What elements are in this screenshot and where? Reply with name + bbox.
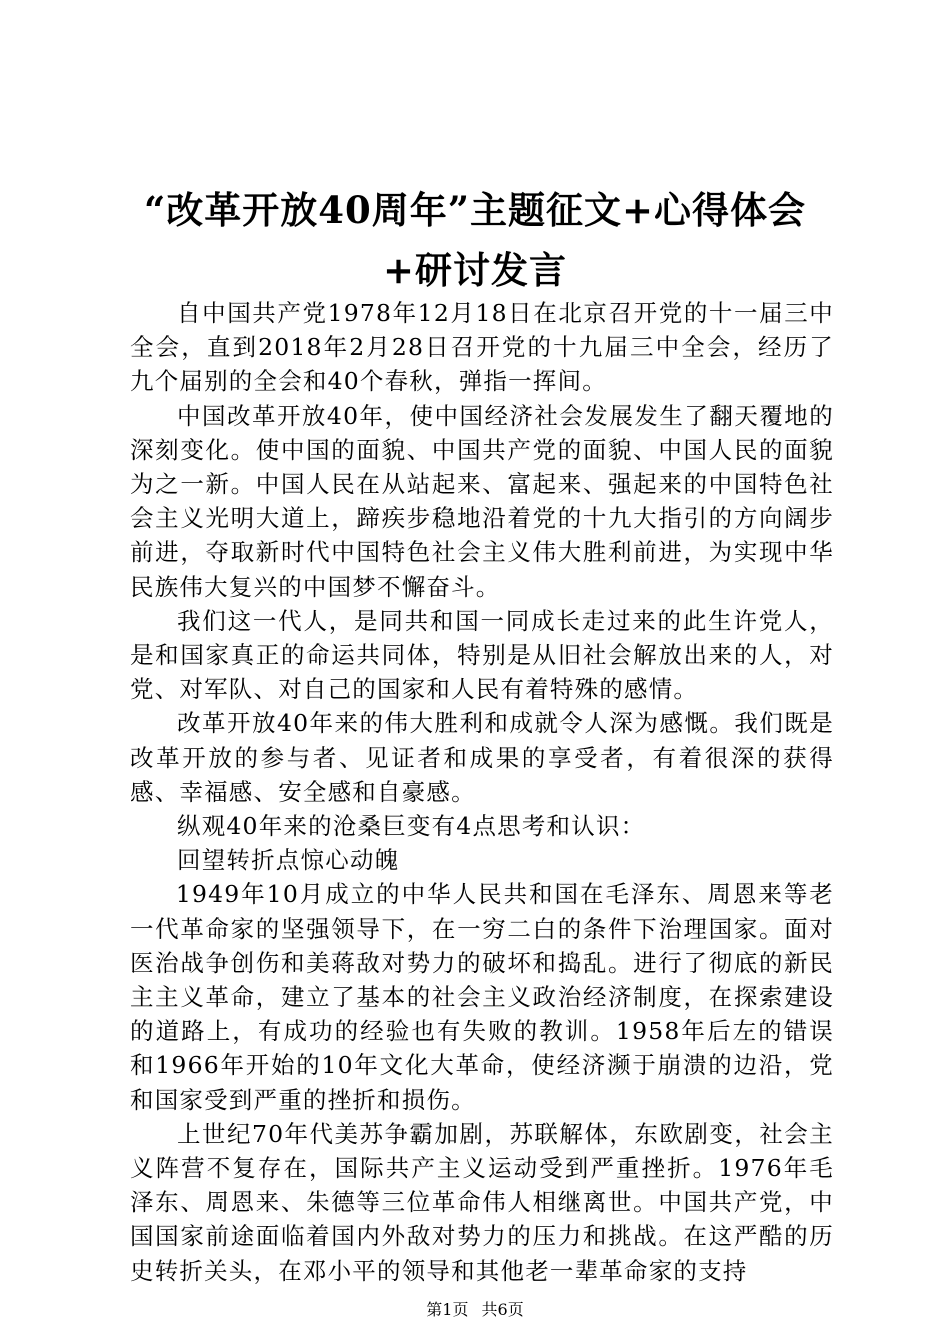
document-title: “改革开放40周年”主题征文+心得体会+研讨发言 — [143, 188, 807, 292]
paragraph: 纵观40年来的沧桑巨变有4点思考和认识： — [177, 812, 646, 841]
paragraph: 上世纪70年代美苏争霸加剧，苏联解体，东欧剧变，社会主义阵营不复存在，国际共产主义运动受到严重挫折。1976年毛泽东、周恩来、朱德等三位革命伟人相继离世。中国共产党，中国国家前途面临着国内外敌对势力的压力和挑战。在这严酷的历史转折关头，在邓小平的领导和其他老一辈革命家的支持 — [130, 1119, 834, 1285]
page-total: 共6页 — [481, 1300, 524, 1319]
paragraph: 1949年10月成立的中华人民共和国在毛泽东、周恩来等老一代革命家的坚强领导下，在一穷二白的条件下治理国家。面对医治战争创伤和美蒋敌对势力的破坏和捣乱。进行了彻底的新民主主义革命，建立了基本的社会主义政治经济制度，在探索建设的道路上，有成功的经验也有失败的教训。1958年后左的错误和1966年开始的10年文化大革命，使经济濒于崩溃的边沿，党和国家受到严重的挫折和损伤。 — [130, 880, 834, 1114]
paragraph: 自中国共产党1978年12月18日在北京召开党的十一届三中全会，直到2018年2月28日召开党的十九届三中全会，经历了九个届别的全会和40个春秋，弹指一挥间。 — [130, 299, 834, 396]
section-heading: 回望转折点惊心动魄 — [177, 846, 400, 875]
paragraph: 改革开放40年来的伟大胜利和成就令人深为感慨。我们既是改革开放的参与者、见证者和成果的享受者，有着很深的获得感、幸福感、安全感和自豪感。 — [130, 709, 834, 806]
document-body — [130, 296, 834, 1288]
paragraph: 我们这一代人，是同共和国一同成长走过来的此生许党人，是和国家真正的命运共同体，特别是从旧社会解放出来的人，对党、对军队、对自己的国家和人民有着特殊的感情。 — [130, 606, 834, 704]
page-number: 第1页 — [426, 1300, 469, 1319]
page-footer — [0, 1300, 950, 1320]
paragraph: 中国改革开放40年，使中国经济社会发展发生了翻天覆地的深刻变化。使中国的面貌、中国共产党的面貌、中国人民的面貌为之一新。中国人民在从站起来、富起来、强起来的中国特色社会主义光明大道上，蹄疾步稳地沿着党的十九大指引的方向阔步前进，夺取新时代中国特色社会主义伟大胜利前进，为实现中华民族伟大复兴的中国梦不懈奋斗。 — [130, 401, 834, 601]
